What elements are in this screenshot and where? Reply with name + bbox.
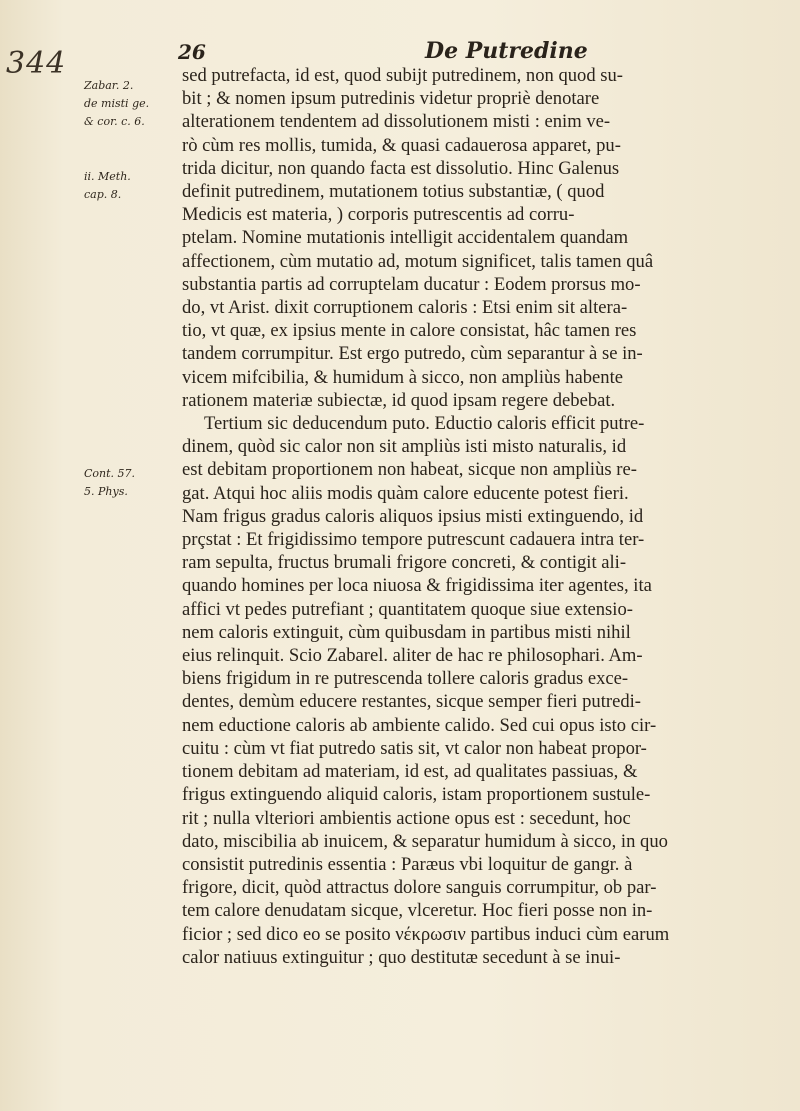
text-line: dinem, quòd sic calor non sit ampliùs isti misto naturalis, id [182, 436, 627, 458]
text-line: prçstat : Et frigidissimo tempore putrescunt cadauera intra ter- [182, 529, 645, 551]
text-line: dato, miscibilia ab inuicem, & separatur humidum à sicco, in quo [182, 830, 668, 852]
marginal-note [84, 168, 179, 204]
text-line: substantia partis ad corruptelam ducatur : Eodem prorsus mo- [182, 273, 641, 295]
text-line: biens frigidum in re putrescenda tollere caloris gradus exce- [182, 668, 629, 690]
text-line: rit ; nulla vlteriori ambientis actione opus est : secedunt, hoc [182, 807, 631, 829]
text-line: nem caloris extinguit, cùm quibusdam in partibus misti nihil [182, 621, 631, 643]
marginal-note-line: ii. Meth. [84, 170, 131, 183]
text-line: do, vt Arist. dixit corruptionem caloris : Etsi enim sit altera- [182, 297, 628, 319]
page-number: 26 [178, 40, 206, 64]
text-line: ficior ; sed dico eo se posito νέκρωσιν partibus induci cùm earum [182, 923, 670, 945]
text-line: dentes, demùm educere restantes, sicque semper fieri putredi- [182, 691, 641, 713]
marginal-note-line: cap. 8. [84, 188, 122, 201]
text-line: Tertium sic deducendum puto. Eductio caloris efficit putre- [204, 413, 645, 435]
text-line: rò cùm res mollis, tumida, & quasi cadauerosa apparet, pu- [182, 134, 621, 156]
text-line: eius relinquit. Scio Zabarel. aliter de hac re philosophari. Am- [182, 645, 643, 667]
marginal-note [84, 77, 179, 131]
text-line: sed putrefacta, id est, quod subijt putredinem, non quod su- [182, 65, 624, 86]
text-line: tem calore denudatam sicque, vlceretur. Hoc fieri posse non in- [182, 900, 653, 922]
text-line: calor natiuus extinguitur ; quo destitutæ secedunt à se inui- [182, 946, 621, 968]
text-line: tionem debitam ad materiam, id est, ad qualitates passiuas, & [182, 761, 638, 783]
marginal-note-line: de misti ge. [84, 97, 150, 110]
text-line: trida dicitur, non quando facta est dissolutio. Hinc Galenus [182, 157, 620, 179]
text-line: tandem corrumpitur. Est ergo putredo, cùm separantur à se in- [182, 343, 643, 365]
marginal-note [84, 465, 179, 501]
text-line: definit putredinem, mutationem totius substantiæ, ( quod [182, 181, 605, 203]
text-line: tio, vt quæ, ex ipsius mente in calore consistat, hâc tamen res [182, 320, 637, 342]
running-title: De Putredine [425, 38, 588, 64]
marginal-note-line: Cont. 57. [84, 467, 136, 480]
text-line: est debitam proportionem non habeat, sicque non ampliùs re- [182, 459, 637, 481]
text-line: cuitu : cùm vt fiat putredo satis sit, vt calor non habeat propor- [182, 737, 647, 759]
text-line: alterationem tendentem ad dissolutionem misti : enim ve- [182, 111, 611, 133]
marginal-note-line: Zabar. 2. [84, 79, 134, 92]
body-text [182, 64, 772, 969]
text-line: Medicis est materia, ) corporis putrescentis ad corru- [182, 204, 575, 226]
text-line: vicem mifcibilia, & humidum à sicco, non ampliùs habente [182, 366, 623, 388]
text-line: affici vt pedes putrefiant ; quantitatem quoque siue extensio- [182, 598, 633, 620]
text-line: ptelam. Nomine mutationis intelligit accidentalem quandam [182, 227, 629, 249]
marginal-note-line: & cor. c. 6. [84, 115, 145, 128]
text-line: consistit putredinis essentia : Paræus vbi loquitur de gangr. à [182, 853, 633, 875]
text-line: nem eductione caloris ab ambiente calido. Sed cui opus isto cir- [182, 714, 657, 736]
text-line: frigore, dicit, quòd attractus dolore sanguis corrumpitur, ob par- [182, 877, 657, 899]
text-line: bit ; & nomen ipsum putredinis videtur propriè denotare [182, 88, 600, 110]
text-line: affectionem, cùm mutatio ad, motum significet, talis tamen quâ [182, 250, 654, 272]
text-line: gat. Atqui hoc aliis modis quàm calore educente potest fieri. [182, 482, 629, 504]
text-line: quando homines per loca niuosa & frigidissima iter agentes, ita [182, 575, 652, 597]
text-line: Nam frigus gradus caloris aliquos ipsius misti extinguendo, id [182, 505, 644, 527]
text-line: rationem materiæ subiectæ, id quod ipsam regere debebat. [182, 389, 616, 411]
text-line: frigus extinguendo aliquid caloris, istam proportionem sustule- [182, 784, 651, 806]
text-line: ram sepulta, fructus brumali frigore concreti, & contigit ali- [182, 552, 627, 574]
handwritten-folio-number: 344 [6, 46, 67, 81]
marginal-note-line: 5. Phys. [84, 485, 128, 498]
